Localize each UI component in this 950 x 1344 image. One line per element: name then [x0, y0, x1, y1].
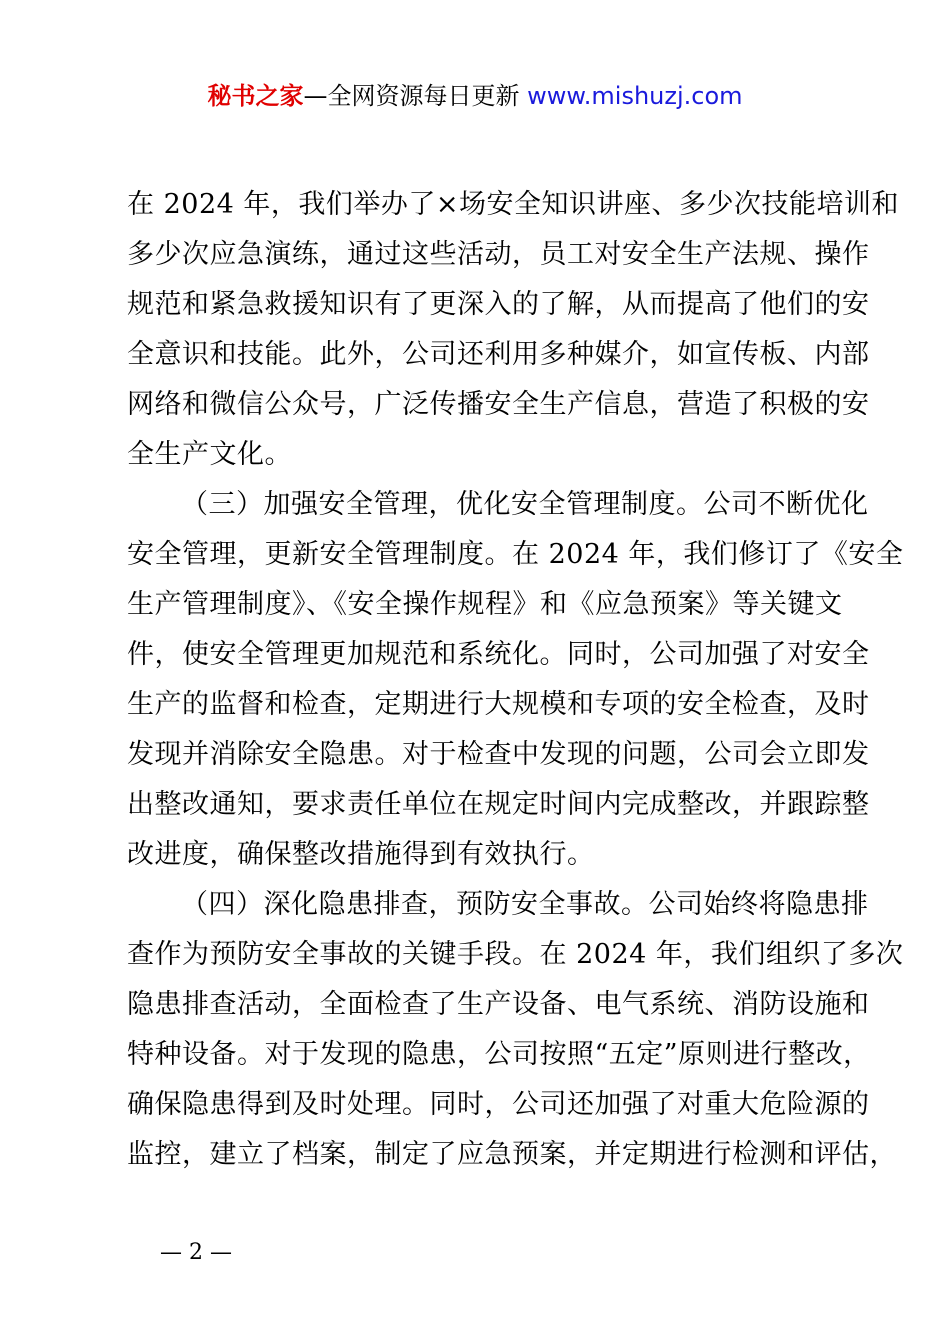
text-line: 查作为预防安全事故的关键手段。在 2024 年，我们组织了多次 — [127, 939, 904, 970]
text-line: 监控，建立了档案，制定了应急预案，并定期进行检测和评估， — [127, 1139, 897, 1170]
text-line: 出整改通知，要求责任单位在规定时间内完成整改，并跟踪整 — [127, 789, 870, 820]
text-line: 网络和微信公众号，广泛传播安全生产信息，营造了积极的安 — [127, 389, 870, 420]
text-line: 隐患排查活动，全面检查了生产设备、电气系统、消防设施和 — [127, 989, 870, 1020]
text-line: 确保隐患得到及时处理。同时，公司还加强了对重大危险源的 — [127, 1089, 870, 1120]
text-line: 特种设备。对于发现的隐患，公司按照“五定”原则进行整改， — [127, 1039, 871, 1070]
text-line: 安全管理，更新安全管理制度。在 2024 年，我们修订了《安全 — [127, 539, 904, 570]
text-line: （三）加强安全管理，优化安全管理制度。公司不断优化 — [181, 489, 869, 520]
text-line: 全生产文化。 — [127, 439, 292, 470]
text-line: 生产管理制度》、《安全操作规程》和《应急预案》等关键文 — [127, 589, 843, 620]
site-url-link[interactable]: www.mishuzj.com — [527, 82, 743, 110]
paragraph-section-three — [127, 480, 904, 880]
text-line: 多少次应急演练，通过这些活动，员工对安全生产法规、操作 — [127, 239, 870, 270]
site-slogan: —全网资源每日更新 — [303, 82, 520, 110]
text-line: （四）深化隐患排查，预防安全事故。公司始终将隐患排 — [181, 889, 869, 920]
site-brand: 秘书之家 — [207, 82, 304, 110]
page-number: — 2 — — [160, 1240, 232, 1265]
text-line: 在 2024 年，我们举办了×场安全知识讲座、多少次技能培训和 — [127, 189, 899, 220]
document-body — [127, 180, 904, 1180]
text-line: 发现并消除安全隐患。对于检查中发现的问题，公司会立即发 — [127, 739, 870, 770]
site-header — [0, 78, 950, 114]
paragraph-section-four — [127, 880, 904, 1180]
text-line: 全意识和技能。此外，公司还利用多种媒介，如宣传板、内部 — [127, 339, 870, 370]
text-line: 改进度，确保整改措施得到有效执行。 — [127, 839, 595, 870]
text-line: 规范和紧急救援知识有了更深入的了解，从而提高了他们的安 — [127, 289, 870, 320]
text-line: 件，使安全管理更加规范和系统化。同时，公司加强了对安全 — [127, 639, 870, 670]
paragraph-continuation — [127, 180, 899, 480]
text-line: 生产的监督和检查，定期进行大规模和专项的安全检查，及时 — [127, 689, 870, 720]
